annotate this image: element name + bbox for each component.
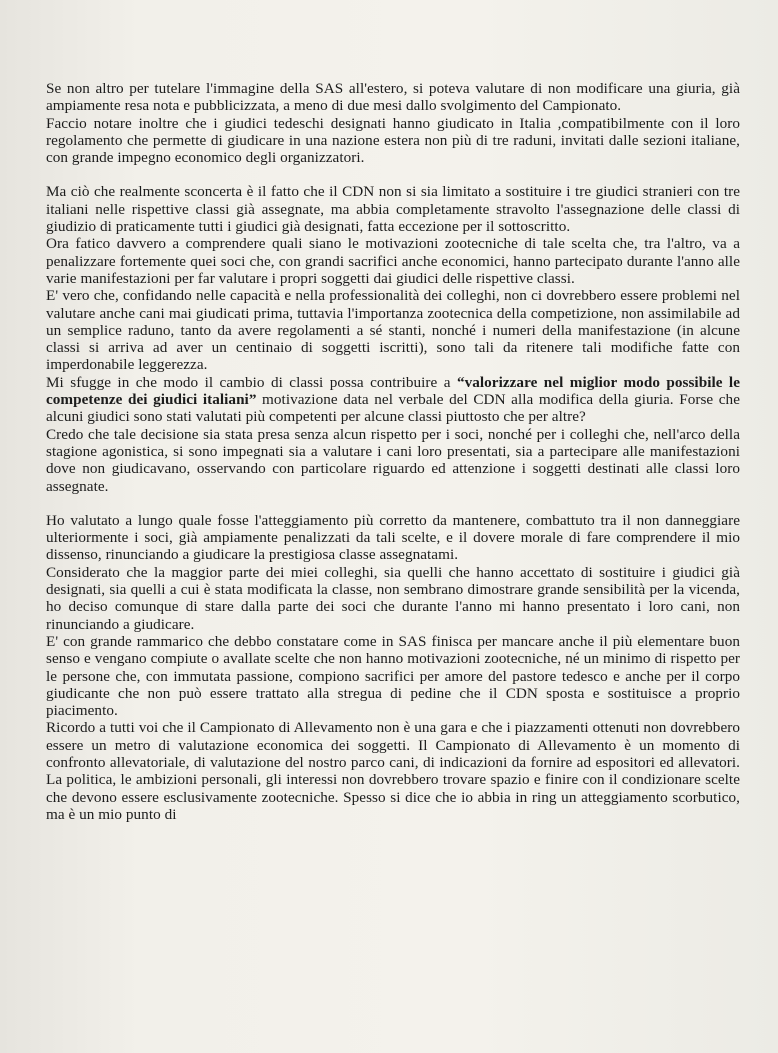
paragraph	[46, 80, 740, 115]
paragraph-text: Ora fatico davvero a comprendere quali siano le motivazioni zootecniche di tale scelta che, tra l'altro, va a penalizzare fortemente quei soci che, con grandi sacrifici anche economici, hanno partecipato durante l'anno alle varie manifestazioni per far valutare i propri soggetti dai giudici delle rispettive classi.	[46, 235, 740, 287]
paragraph-text: Considerato che la maggior parte dei miei colleghi, sia quelli che hanno accettato di sostituire i giudici già designati, sia quelli a cui è stata modificata la classe, non sembrano dimostrare grande sensibilità per la vicenda, ho deciso comunque di stare dalla parte dei soci che durante l'anno mi hanno presentato i loro cani, non rinunciando a giudicare.	[46, 563, 740, 633]
paragraph-text: Faccio notare inoltre che i giudici tedeschi designati hanno giudicato in Italia ,compatibilmente con il loro regolamento che permette di giudicare in una nazione estera non più di tre raduni, invitati dalle sezioni italiane, con grande impegno economico degli organizzatori.	[46, 114, 740, 167]
paragraph	[46, 235, 740, 287]
paragraph	[46, 374, 740, 426]
paragraph	[46, 183, 740, 235]
paragraph-text: E' con grande rammarico che debbo constatare come in SAS finisca per mancare anche il più elementare buon senso e vengano compiute o avallate scelte che non hanno motivazioni zootecniche, né un minimo di rispetto per le persone che, con immutata passione, compiono sacrifici per amore del pastore tedesco e anche per il corpo giudicante che non può essere trattato alla stregua di pedine che il CDN sposta e sostituisce a proprio piacimento.	[46, 632, 740, 720]
paragraph	[46, 564, 740, 633]
paragraph-text: Credo che tale decisione sia stata presa senza alcun rispetto per i soci, nonché per i colleghi che, nell'arco della stagione agonistica, si sono impegnati sia a valutare i cani loro presentati, sia a partecipare alle manifestazioni dove non giudicavano, osservando con particolare riguardo ed attenzione i soggetti destinati alle classi loro assegnate.	[46, 425, 740, 495]
paragraph-text: Ho valutato a lungo quale fosse l'atteggiamento più corretto da mantenere, combattuto tra il non danneggiare ulteriormente i soci, già ampiamente penalizzati da tali scelte, e il dovere morale di fare comprendere il mio dissenso, rinunciando a giudicare la prestigiosa classe assegnatami.	[46, 511, 740, 564]
paragraph	[46, 287, 740, 373]
paragraph	[46, 512, 740, 564]
paragraph	[46, 426, 740, 495]
paragraph	[46, 115, 740, 167]
paragraph-text: Ma ciò che realmente sconcerta è il fatto che il CDN non si sia limitato a sostituire i tre giudici stranieri con tre italiani nelle rispettive classi già assegnate, ma abbia completamente stravolto l'assegnazione delle classi di giudizio di praticamente tutti i giudici già designati, fatta eccezione per il sottoscritto.	[46, 183, 740, 236]
paragraph	[46, 719, 740, 823]
paragraph-text: E' vero che, confidando nelle capacità e nella professionalità dei colleghi, non ci dovrebbero essere problemi nel valutare anche cani mai giudicati prima, tuttavia l'importanza zootecnica della competizione, non assimilabile ad un semplice raduno, tanto da avere regolamenti a sé stanti, nonché i numeri della manifestazione (in alcune classi si arriva ad aver un centinaio di soggetti iscritti), sono tali da ritenere tali modifiche fatte con imperdonabile leggerezza.	[46, 287, 740, 374]
paragraph-text: Ricordo a tutti voi che il Campionato di Allevamento non è una gara e che i piazzamenti ottenuti non dovrebbero essere un metro di valutazione economica dei soggetti. Il Campionato di Allevamento è un momento di confronto allevatoriale, di valutazione del nostro parco cani, di indicazioni da fornire ad espositori ed allevatori. La politica, le ambizioni personali, gli interessi non dovrebbero trovare spazio e finire con il condizionare scelte che devono essere esclusivamente zootecniche. Spesso si dice che io abbia in ring un atteggiamento scorbutico, ma è un mio punto di	[46, 719, 740, 823]
paragraph-text: Se non altro per tutelare l'immagine della SAS all'estero, si poteva valutare di non modificare una giuria, già ampiamente resa nota e pubblicizzata, a meno di due mesi dallo svolgimento del Campionato.	[46, 80, 740, 115]
paragraph-text: motivazione data nel verbale del CDN alla modifica della giuria. Forse che alcuni giudici sono stati valutati più competenti per alcune classi piuttosto che per altre?	[46, 391, 740, 426]
emphasized-quote: “valorizzare nel miglior modo possibile le competenze dei giudici italiani”	[46, 373, 740, 409]
paragraph-text: Mi sfugge in che modo il cambio di classi possa contribuire a	[46, 373, 457, 391]
paragraph	[46, 633, 740, 719]
letter-body	[46, 80, 740, 823]
